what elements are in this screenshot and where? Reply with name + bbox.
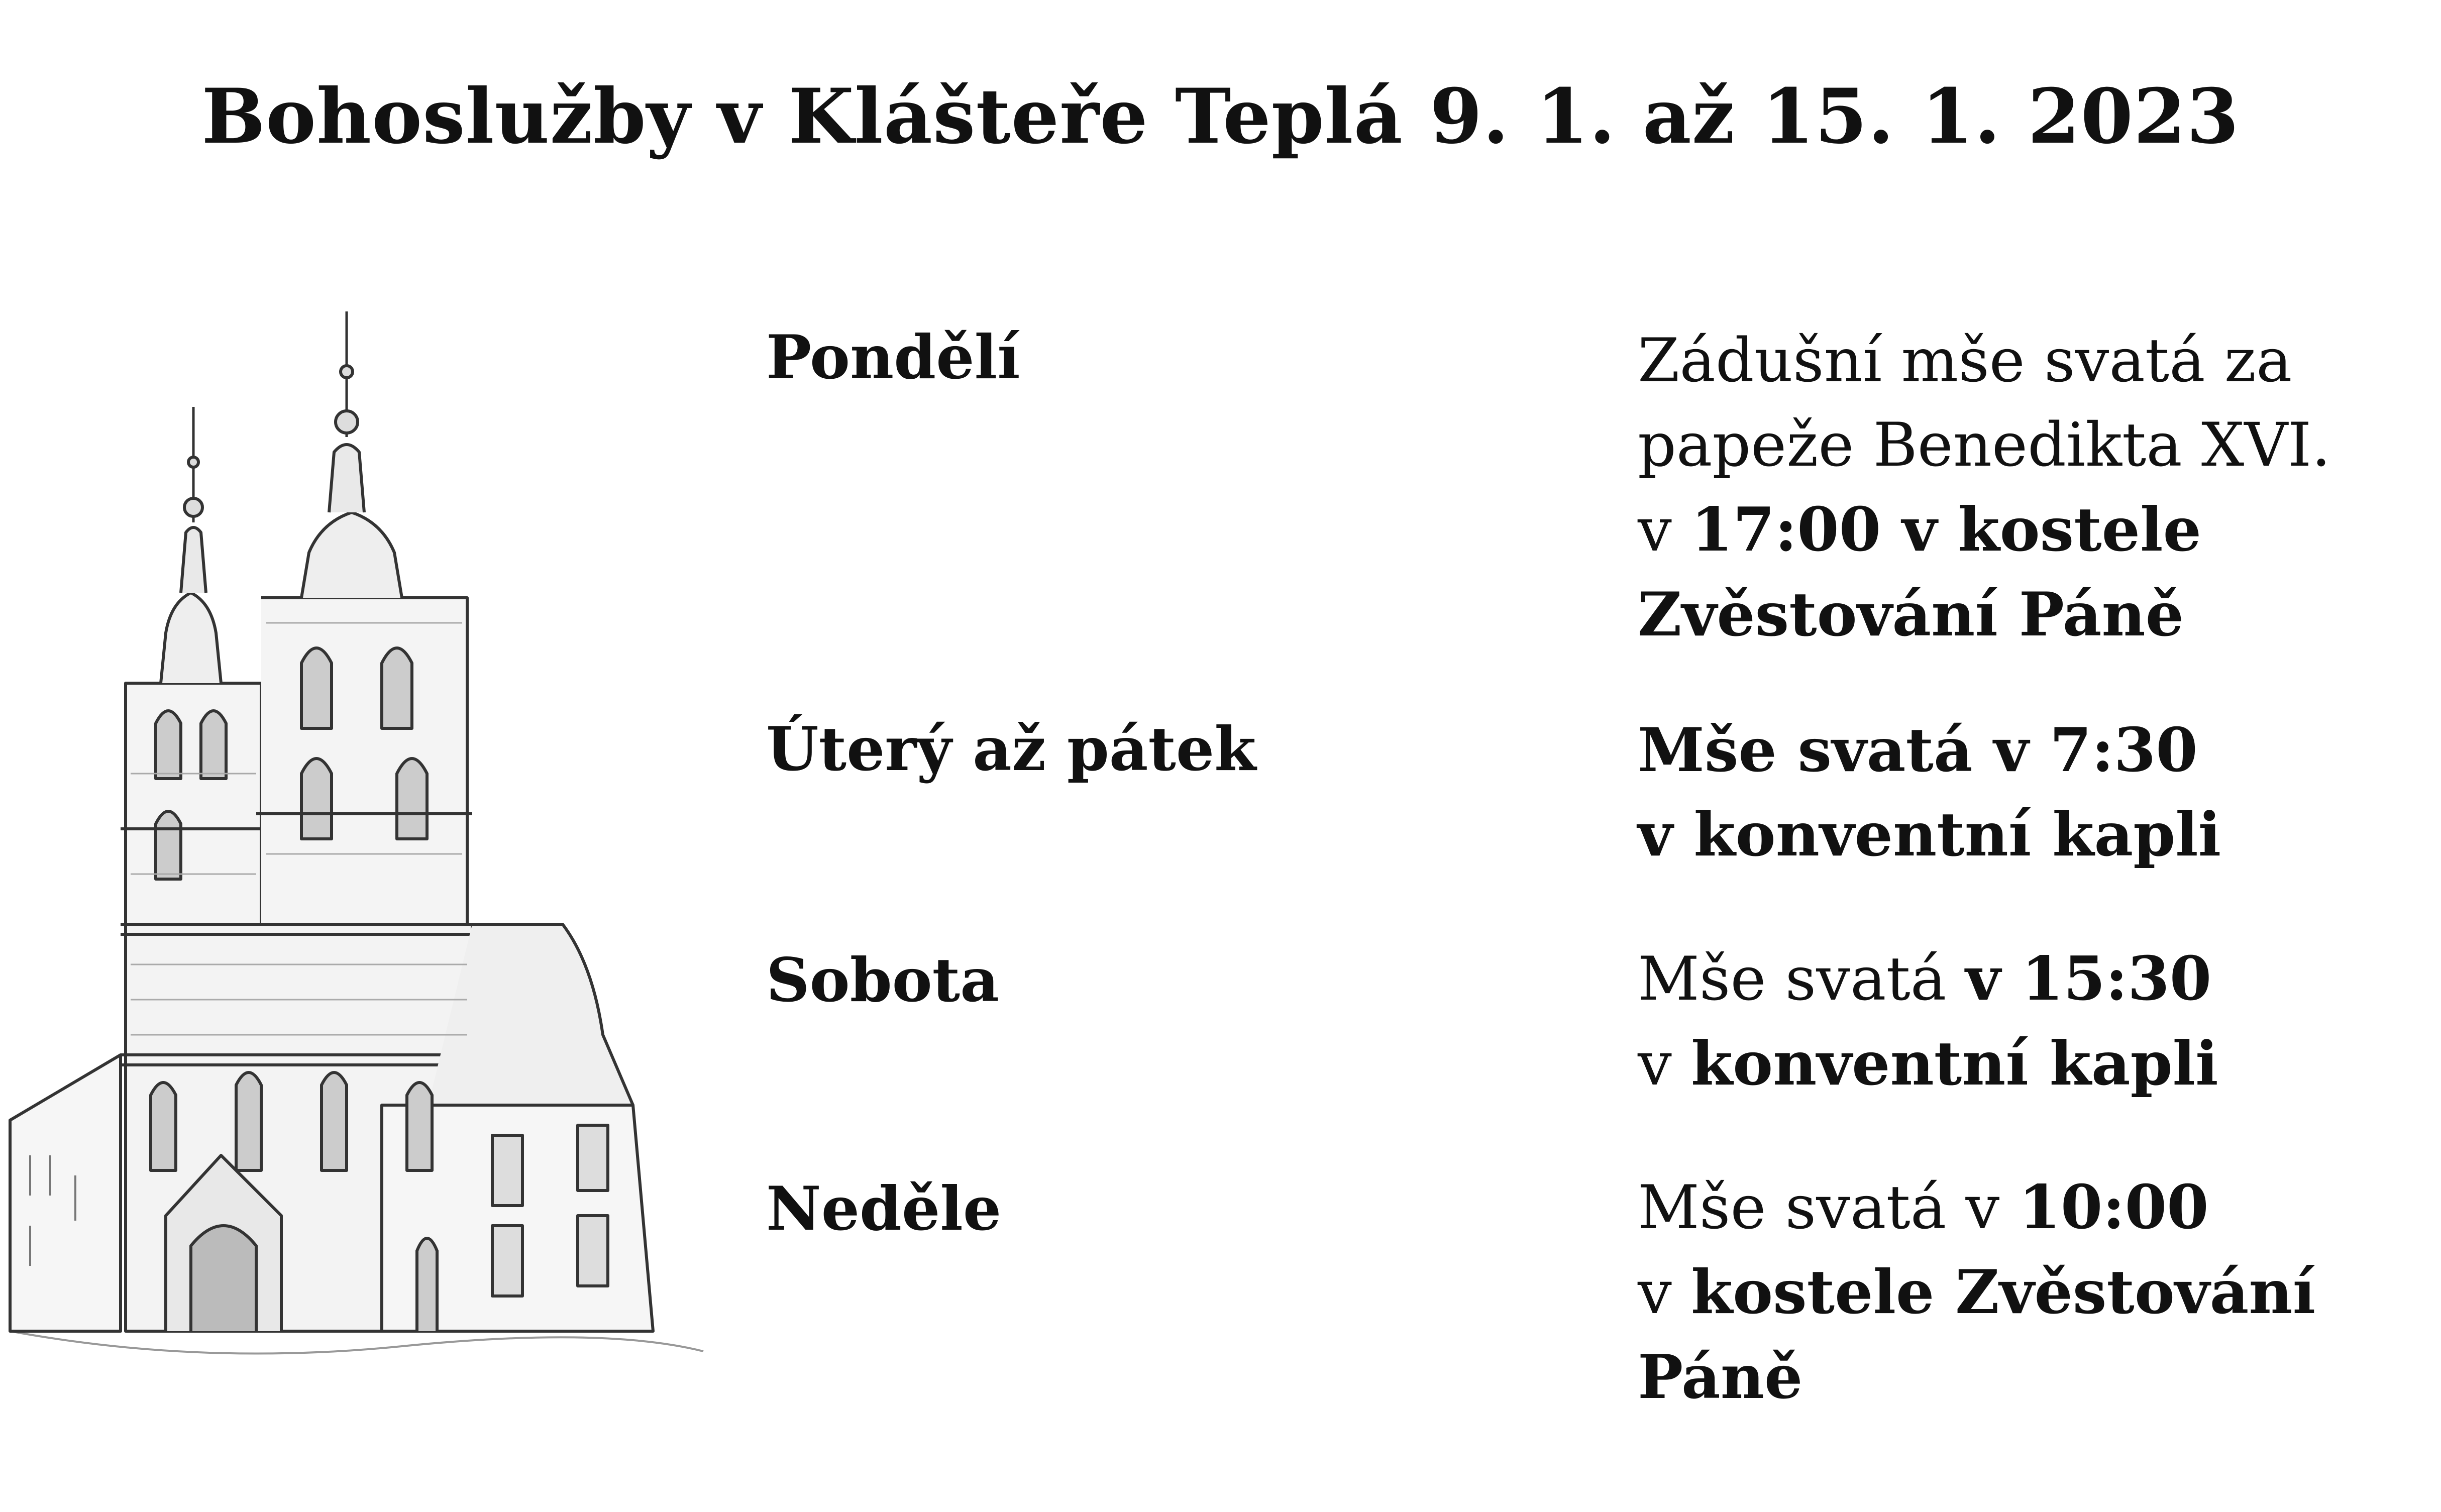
service-text: Zádušní mše svatá za bbox=[1638, 326, 2292, 396]
day-label-sunday: Neděle bbox=[766, 1173, 1002, 1244]
service-text: Mše svatá bbox=[1638, 944, 1966, 1014]
service-text: v bbox=[1638, 495, 1691, 565]
service-monday bbox=[1638, 319, 2421, 657]
day-label-saturday: Sobota bbox=[766, 945, 999, 1016]
service-location: v konventní kapli bbox=[1638, 799, 2221, 870]
service-time: v 15:30 bbox=[1965, 943, 2212, 1014]
service-location-line bbox=[1638, 1250, 2421, 1335]
service-time-line bbox=[1638, 937, 2421, 1022]
service-text: papeže Benedikta XVI. bbox=[1638, 410, 2331, 480]
day-label-tuesday-friday: Úterý až pátek bbox=[766, 714, 1256, 785]
service-time-line bbox=[1638, 488, 2421, 573]
page-title: Bohoslužby v Klášteře Teplá 9. 1. až 15. 1. 2023 bbox=[201, 72, 2240, 161]
service-text: v bbox=[1638, 1258, 1691, 1328]
service-location-line bbox=[1638, 1022, 2421, 1107]
service-time: Mše svatá v 7:30 bbox=[1638, 715, 2198, 786]
service-location: Zvěstování Páně bbox=[1638, 579, 2184, 650]
service-saturday bbox=[1638, 937, 2421, 1107]
service-time-line bbox=[1638, 1165, 2421, 1250]
service-sunday bbox=[1638, 1165, 2421, 1420]
service-tuesday-friday bbox=[1638, 708, 2421, 877]
service-time: 10:00 bbox=[2019, 1172, 2209, 1243]
day-label-monday: Pondělí bbox=[766, 322, 1020, 393]
service-location: konventní kapli bbox=[1690, 1028, 2218, 1099]
service-location: Páně bbox=[1638, 1342, 1803, 1413]
monastery-church-sketch-icon bbox=[0, 271, 713, 1407]
service-text: v bbox=[1638, 1029, 1691, 1099]
service-location: kostele Zvěstování bbox=[1690, 1257, 2316, 1328]
service-time: 17:00 v kostele bbox=[1690, 494, 2201, 565]
service-text: Mše svatá v bbox=[1638, 1173, 2019, 1243]
